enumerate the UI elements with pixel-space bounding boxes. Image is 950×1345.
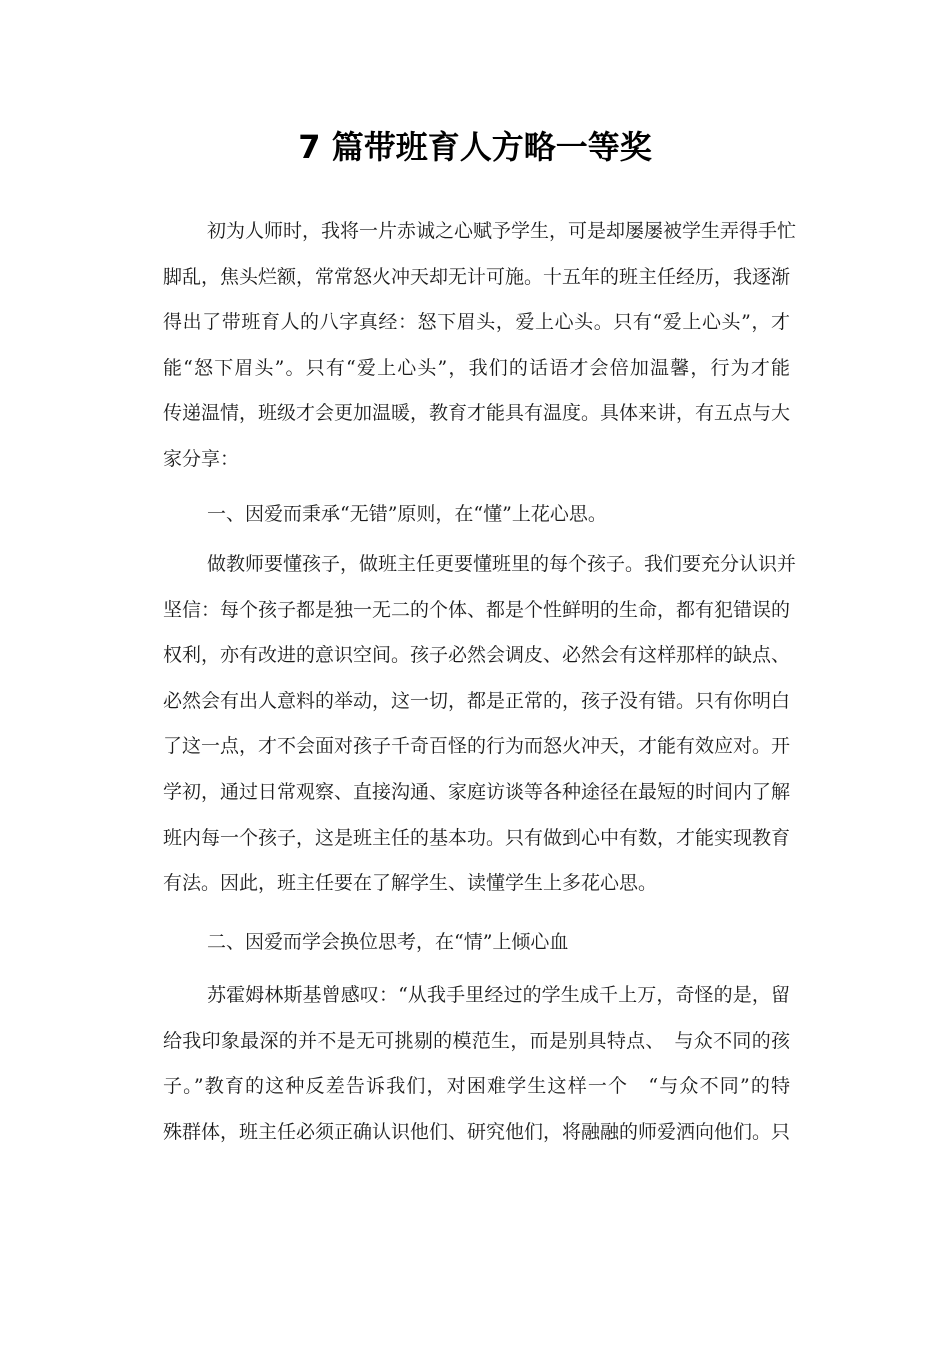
text-line: 做教师要懂孩子，做班主任更要懂班里的每个孩子。我们要充分认识并	[207, 553, 797, 575]
text-line: 坚信：每个孩子都是独一无二的个体、都是个性鲜明的生命，都有犯错误的	[163, 598, 791, 621]
text-line: 能“怒下眉头”。只有“爱上心头”，我们的话语才会倍加温馨，行为才能	[163, 356, 790, 379]
paragraph-section-2	[163, 973, 790, 1155]
text-line: 有法。因此，班主任要在了解学生、读懂学生上多花心思。	[163, 872, 658, 895]
text-line: 了这一点，才不会面对孩子千奇百怪的行为而怒火冲天，才能有效应对。开	[163, 735, 791, 758]
text-line: 子。”教育的这种反差告诉我们，对困难学生这样一个 “与众不同”的特	[163, 1075, 790, 1098]
text-line: 给我印象最深的并不是无可挑剔的模范生，而是别具特点、 与众不同的孩	[163, 1029, 790, 1052]
text-line: 家分享：	[163, 447, 240, 470]
text-line: 班内每一个孩子，这是班主任的基本功。只有做到心中有数，才能实现教育	[163, 826, 791, 849]
text-line: 传递温情，班级才会更加温暖，教育才能具有温度。具体来讲，有五点与大	[163, 402, 791, 425]
text-line: 苏霍姆林斯基曾感叹：“从我手里经过的学生成千上万，奇怪的是，留	[207, 984, 790, 1006]
text-line: 得出了带班育人的八字真经：怒下眉头，爱上心头。只有“爱上心头”，才	[163, 311, 790, 334]
text-line: 学初，通过日常观察、直接沟通、家庭访谈等各种途径在最短的时间内了解	[163, 780, 791, 803]
text-line: 殊群体，班主任必须正确认识他们、研究他们，将融融的师爱洒向他们。只	[163, 1120, 791, 1143]
text-line: 初为人师时，我将一片赤诚之心赋予学生，可是却屡屡被学生弄得手忙	[207, 220, 797, 242]
paragraph-section-1	[163, 542, 797, 907]
document-title: 7 篇带班育人方略一等奖	[298, 128, 652, 166]
section-heading-1: 一、因爱而秉承“无错”原则，在“懂”上花心思。	[207, 503, 607, 525]
text-line: 脚乱，焦头烂额，常常怒火冲天却无计可施。十五年的班主任经历，我逐渐	[163, 265, 791, 288]
paragraph-intro	[163, 209, 797, 483]
text-line: 必然会有出人意料的举动，这一切，都是正常的，孩子没有错。只有你明白	[163, 689, 791, 712]
text-line: 权利，亦有改进的意识空间。孩子必然会调皮、必然会有这样那样的缺点、	[163, 644, 791, 667]
section-heading-2: 二、因爱而学会换位思考，在“情”上倾心血	[207, 931, 569, 953]
